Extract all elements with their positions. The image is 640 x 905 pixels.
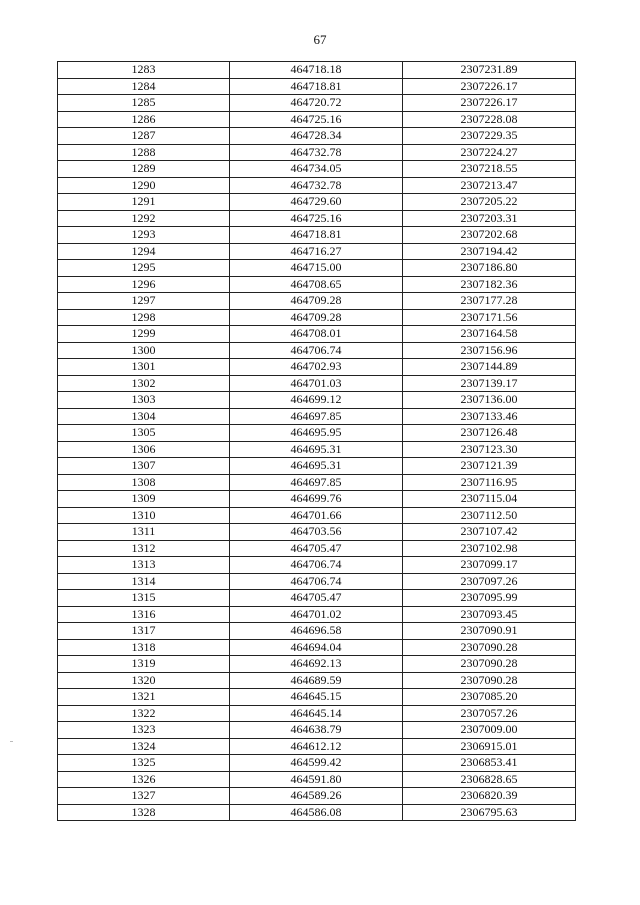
x-coordinate-cell: 464645.14	[230, 705, 403, 722]
x-coordinate-cell: 464718.81	[230, 227, 403, 244]
table-row	[58, 243, 576, 260]
point-number-cell: 1289	[58, 161, 230, 178]
scan-edge-mark	[10, 741, 13, 742]
point-number-cell: 1328	[58, 804, 230, 821]
y-coordinate-cell: 2306795.63	[403, 804, 576, 821]
table-row	[58, 524, 576, 541]
y-coordinate-cell: 2307182.36	[403, 276, 576, 293]
y-coordinate-cell: 2307224.27	[403, 144, 576, 161]
x-coordinate-cell: 464709.28	[230, 293, 403, 310]
table-row	[58, 639, 576, 656]
point-number-cell: 1313	[58, 557, 230, 574]
point-number-cell: 1287	[58, 128, 230, 145]
point-number-cell: 1285	[58, 95, 230, 112]
table-row	[58, 111, 576, 128]
point-number-cell: 1311	[58, 524, 230, 541]
table-row	[58, 260, 576, 277]
x-coordinate-cell: 464709.28	[230, 309, 403, 326]
table-row	[58, 177, 576, 194]
y-coordinate-cell: 2306828.65	[403, 771, 576, 788]
x-coordinate-cell: 464697.85	[230, 408, 403, 425]
y-coordinate-cell: 2307218.55	[403, 161, 576, 178]
table-row	[58, 408, 576, 425]
y-coordinate-cell: 2307116.95	[403, 474, 576, 491]
point-number-cell: 1325	[58, 755, 230, 772]
table-row	[58, 705, 576, 722]
x-coordinate-cell: 464586.08	[230, 804, 403, 821]
point-number-cell: 1296	[58, 276, 230, 293]
x-coordinate-cell: 464718.81	[230, 78, 403, 95]
point-number-cell: 1297	[58, 293, 230, 310]
x-coordinate-cell: 464701.03	[230, 375, 403, 392]
y-coordinate-cell: 2307156.96	[403, 342, 576, 359]
x-coordinate-cell: 464689.59	[230, 672, 403, 689]
x-coordinate-cell: 464695.31	[230, 441, 403, 458]
point-number-cell: 1312	[58, 540, 230, 557]
y-coordinate-cell: 2307090.28	[403, 639, 576, 656]
y-coordinate-cell: 2307126.48	[403, 425, 576, 442]
y-coordinate-cell: 2307107.42	[403, 524, 576, 541]
point-number-cell: 1283	[58, 62, 230, 79]
table-row	[58, 276, 576, 293]
table-row	[58, 689, 576, 706]
point-number-cell: 1299	[58, 326, 230, 343]
y-coordinate-cell: 2307090.28	[403, 672, 576, 689]
coordinates-table-body	[58, 62, 576, 821]
point-number-cell: 1306	[58, 441, 230, 458]
table-row	[58, 210, 576, 227]
y-coordinate-cell: 2307085.20	[403, 689, 576, 706]
point-number-cell: 1302	[58, 375, 230, 392]
x-coordinate-cell: 464591.80	[230, 771, 403, 788]
x-coordinate-cell: 464695.95	[230, 425, 403, 442]
x-coordinate-cell: 464612.12	[230, 738, 403, 755]
x-coordinate-cell: 464705.47	[230, 540, 403, 557]
x-coordinate-cell: 464706.74	[230, 557, 403, 574]
table-row	[58, 656, 576, 673]
table-row	[58, 573, 576, 590]
x-coordinate-cell: 464729.60	[230, 194, 403, 211]
y-coordinate-cell: 2306820.39	[403, 788, 576, 805]
y-coordinate-cell: 2307186.80	[403, 260, 576, 277]
table-row	[58, 623, 576, 640]
y-coordinate-cell: 2307009.00	[403, 722, 576, 739]
x-coordinate-cell: 464708.65	[230, 276, 403, 293]
y-coordinate-cell: 2307090.91	[403, 623, 576, 640]
y-coordinate-cell: 2307123.30	[403, 441, 576, 458]
point-number-cell: 1327	[58, 788, 230, 805]
x-coordinate-cell: 464694.04	[230, 639, 403, 656]
y-coordinate-cell: 2307133.46	[403, 408, 576, 425]
point-number-cell: 1293	[58, 227, 230, 244]
point-number-cell: 1292	[58, 210, 230, 227]
y-coordinate-cell: 2307203.31	[403, 210, 576, 227]
y-coordinate-cell: 2307231.89	[403, 62, 576, 79]
point-number-cell: 1308	[58, 474, 230, 491]
point-number-cell: 1290	[58, 177, 230, 194]
table-row	[58, 425, 576, 442]
table-row	[58, 771, 576, 788]
table-row	[58, 458, 576, 475]
y-coordinate-cell: 2307093.45	[403, 606, 576, 623]
point-number-cell: 1316	[58, 606, 230, 623]
x-coordinate-cell: 464706.74	[230, 342, 403, 359]
x-coordinate-cell: 464718.18	[230, 62, 403, 79]
x-coordinate-cell: 464725.16	[230, 210, 403, 227]
table-row	[58, 128, 576, 145]
point-number-cell: 1315	[58, 590, 230, 607]
y-coordinate-cell: 2306853.41	[403, 755, 576, 772]
table-row	[58, 491, 576, 508]
point-number-cell: 1301	[58, 359, 230, 376]
x-coordinate-cell: 464692.13	[230, 656, 403, 673]
table-row	[58, 161, 576, 178]
x-coordinate-cell: 464734.05	[230, 161, 403, 178]
y-coordinate-cell: 2307121.39	[403, 458, 576, 475]
y-coordinate-cell: 2307228.08	[403, 111, 576, 128]
point-number-cell: 1322	[58, 705, 230, 722]
point-number-cell: 1303	[58, 392, 230, 409]
x-coordinate-cell: 464696.58	[230, 623, 403, 640]
x-coordinate-cell: 464697.85	[230, 474, 403, 491]
table-row	[58, 755, 576, 772]
coordinates-table	[57, 61, 576, 821]
x-coordinate-cell: 464725.16	[230, 111, 403, 128]
x-coordinate-cell: 464732.78	[230, 177, 403, 194]
point-number-cell: 1288	[58, 144, 230, 161]
x-coordinate-cell: 464728.34	[230, 128, 403, 145]
table-row	[58, 590, 576, 607]
x-coordinate-cell: 464705.47	[230, 590, 403, 607]
page-number: 67	[313, 32, 327, 47]
table-row	[58, 441, 576, 458]
point-number-cell: 1309	[58, 491, 230, 508]
x-coordinate-cell: 464732.78	[230, 144, 403, 161]
y-coordinate-cell: 2307102.98	[403, 540, 576, 557]
y-coordinate-cell: 2306915.01	[403, 738, 576, 755]
table-row	[58, 342, 576, 359]
y-coordinate-cell: 2307112.50	[403, 507, 576, 524]
y-coordinate-cell: 2307226.17	[403, 95, 576, 112]
x-coordinate-cell: 464716.27	[230, 243, 403, 260]
point-number-cell: 1300	[58, 342, 230, 359]
x-coordinate-cell: 464645.15	[230, 689, 403, 706]
x-coordinate-cell: 464589.26	[230, 788, 403, 805]
table-row	[58, 227, 576, 244]
y-coordinate-cell: 2307171.56	[403, 309, 576, 326]
point-number-cell: 1310	[58, 507, 230, 524]
y-coordinate-cell: 2307177.28	[403, 293, 576, 310]
point-number-cell: 1319	[58, 656, 230, 673]
y-coordinate-cell: 2307099.17	[403, 557, 576, 574]
table-row	[58, 62, 576, 79]
point-number-cell: 1321	[58, 689, 230, 706]
point-number-cell: 1320	[58, 672, 230, 689]
y-coordinate-cell: 2307202.68	[403, 227, 576, 244]
table-row	[58, 606, 576, 623]
table-row	[58, 474, 576, 491]
table-row	[58, 788, 576, 805]
point-number-cell: 1317	[58, 623, 230, 640]
y-coordinate-cell: 2307095.99	[403, 590, 576, 607]
x-coordinate-cell: 464703.56	[230, 524, 403, 541]
point-number-cell: 1307	[58, 458, 230, 475]
point-number-cell: 1284	[58, 78, 230, 95]
table-row	[58, 804, 576, 821]
table-row	[58, 557, 576, 574]
y-coordinate-cell: 2307229.35	[403, 128, 576, 145]
y-coordinate-cell: 2307194.42	[403, 243, 576, 260]
point-number-cell: 1295	[58, 260, 230, 277]
table-row	[58, 375, 576, 392]
y-coordinate-cell: 2307164.58	[403, 326, 576, 343]
x-coordinate-cell: 464695.31	[230, 458, 403, 475]
y-coordinate-cell: 2307226.17	[403, 78, 576, 95]
table-row	[58, 540, 576, 557]
point-number-cell: 1314	[58, 573, 230, 590]
y-coordinate-cell: 2307144.89	[403, 359, 576, 376]
point-number-cell: 1304	[58, 408, 230, 425]
y-coordinate-cell: 2307213.47	[403, 177, 576, 194]
table-row	[58, 359, 576, 376]
y-coordinate-cell: 2307205.22	[403, 194, 576, 211]
point-number-cell: 1286	[58, 111, 230, 128]
x-coordinate-cell: 464701.02	[230, 606, 403, 623]
point-number-cell: 1323	[58, 722, 230, 739]
table-row	[58, 738, 576, 755]
point-number-cell: 1324	[58, 738, 230, 755]
table-row	[58, 78, 576, 95]
x-coordinate-cell: 464701.66	[230, 507, 403, 524]
x-coordinate-cell: 464599.42	[230, 755, 403, 772]
y-coordinate-cell: 2307139.17	[403, 375, 576, 392]
table-row	[58, 144, 576, 161]
x-coordinate-cell: 464638.79	[230, 722, 403, 739]
point-number-cell: 1294	[58, 243, 230, 260]
x-coordinate-cell: 464715.00	[230, 260, 403, 277]
point-number-cell: 1326	[58, 771, 230, 788]
table-row	[58, 326, 576, 343]
y-coordinate-cell: 2307097.26	[403, 573, 576, 590]
table-row	[58, 722, 576, 739]
point-number-cell: 1305	[58, 425, 230, 442]
table-row	[58, 194, 576, 211]
point-number-cell: 1291	[58, 194, 230, 211]
x-coordinate-cell: 464708.01	[230, 326, 403, 343]
y-coordinate-cell: 2307136.00	[403, 392, 576, 409]
x-coordinate-cell: 464699.76	[230, 491, 403, 508]
point-number-cell: 1318	[58, 639, 230, 656]
x-coordinate-cell: 464702.93	[230, 359, 403, 376]
x-coordinate-cell: 464699.12	[230, 392, 403, 409]
table-row	[58, 293, 576, 310]
table-row	[58, 309, 576, 326]
table-row	[58, 95, 576, 112]
x-coordinate-cell: 464706.74	[230, 573, 403, 590]
x-coordinate-cell: 464720.72	[230, 95, 403, 112]
y-coordinate-cell: 2307115.04	[403, 491, 576, 508]
point-number-cell: 1298	[58, 309, 230, 326]
y-coordinate-cell: 2307090.28	[403, 656, 576, 673]
table-row	[58, 392, 576, 409]
y-coordinate-cell: 2307057.26	[403, 705, 576, 722]
table-row	[58, 507, 576, 524]
table-row	[58, 672, 576, 689]
